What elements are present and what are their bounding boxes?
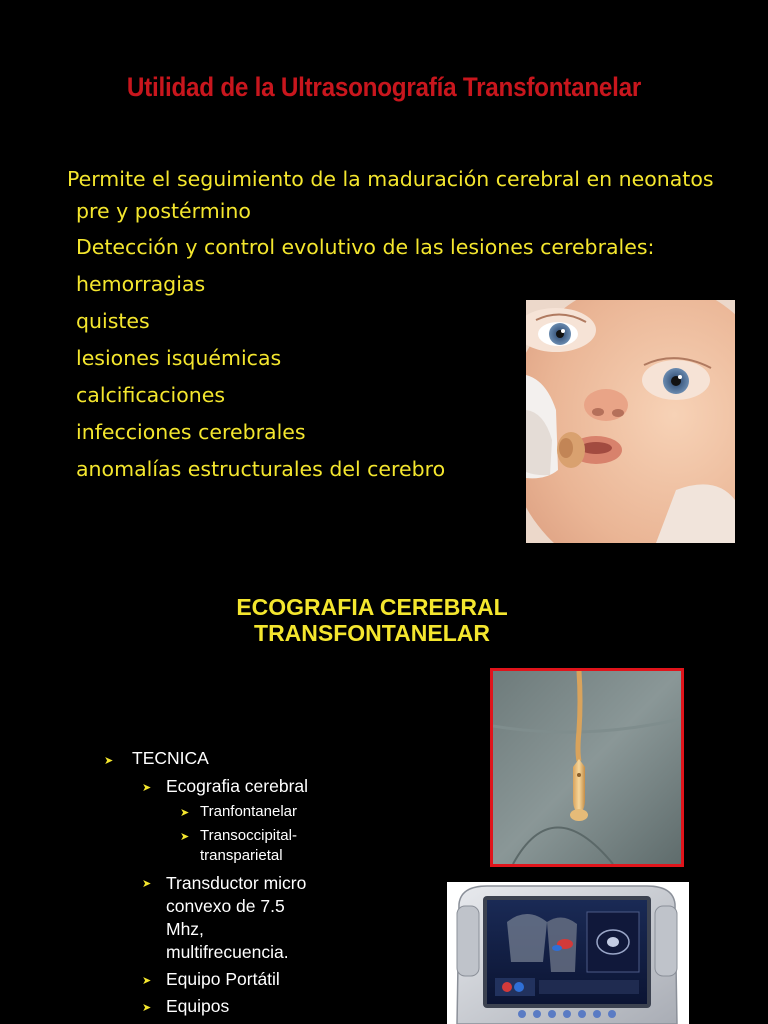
- technique-sub-item: Tranfontanelar: [200, 803, 298, 820]
- technique-portable: Equipo Portátil: [166, 969, 280, 989]
- technique-sub-item-continued: transparietal: [200, 847, 283, 864]
- technique-equipos: Equipos: [166, 996, 230, 1016]
- transducer-photo: [490, 668, 684, 867]
- portable-ultrasound-photo: [447, 882, 689, 1024]
- lesion-item: calcificaciones: [76, 383, 226, 407]
- subheading: [0, 594, 744, 646]
- slide-title: Utilidad de la Ultrasonografía Transfontanelar: [126, 72, 642, 102]
- technique-heading: TECNICA: [132, 748, 209, 768]
- baby-photo: [526, 300, 735, 543]
- arrowhead-bullet-icon: ➤: [142, 975, 152, 987]
- arrowhead-bullet-icon: ➤: [142, 878, 152, 890]
- transducer-line: multifrecuencia.: [166, 942, 289, 962]
- technique-transducer: [166, 872, 306, 964]
- lesion-item: hemorragias: [76, 272, 206, 296]
- technique-ecografia: Ecografia cerebral: [166, 776, 309, 796]
- arrowhead-bullet-icon: ➤: [104, 755, 114, 767]
- lesion-item: infecciones cerebrales: [76, 420, 306, 444]
- detection-heading: Detección y control evolutivo de las lesiones cerebrales:: [76, 235, 655, 259]
- arrowhead-bullet-icon: ➤: [142, 1002, 152, 1014]
- lesion-item: lesiones isquémicas: [76, 346, 282, 370]
- subheading-line-1: ECOGRAFIA CEREBRAL: [236, 594, 508, 620]
- transducer-line: Mhz,: [166, 919, 204, 939]
- transducer-line: convexo de 7.5: [166, 896, 285, 916]
- transducer-line: Transductor micro: [166, 873, 307, 893]
- lesion-item: quistes: [76, 309, 150, 333]
- lesion-list: [76, 272, 445, 494]
- technique-sub-item: Transoccipital-: [200, 827, 297, 844]
- subheading-line-2: TRANSFONTANELAR: [254, 620, 490, 646]
- intro-line-2: pre y postérmino: [76, 199, 251, 223]
- arrowhead-bullet-icon: ➤: [142, 782, 152, 794]
- arrowhead-bullet-icon: ➤: [180, 831, 190, 843]
- arrowhead-bullet-icon: ➤: [180, 807, 190, 819]
- intro-line-1: Permite el seguimiento de la maduración cerebral en neonatos: [67, 167, 714, 191]
- lesion-item: anomalías estructurales del cerebro: [76, 457, 446, 481]
